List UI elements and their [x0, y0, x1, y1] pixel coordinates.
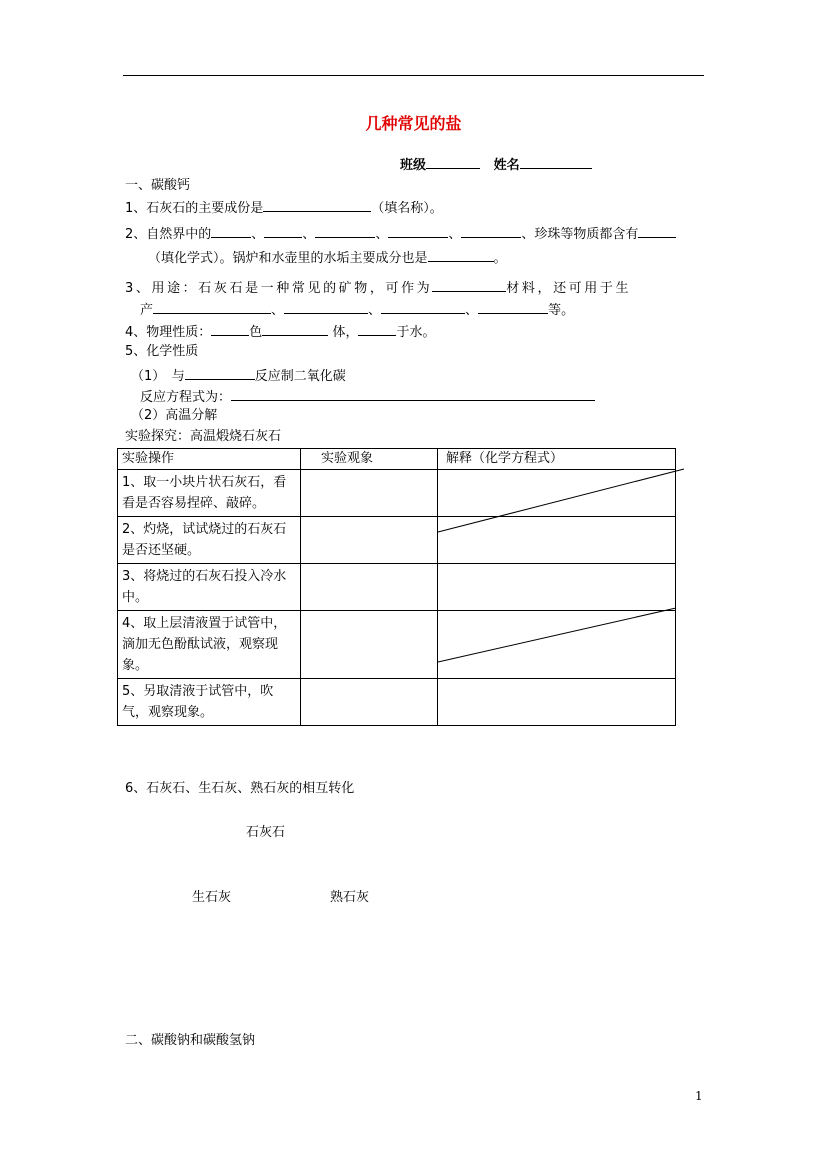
header-explanation: 解释（化学方程式） [438, 449, 676, 470]
observation-cell[interactable] [301, 611, 438, 679]
operation-cell: 5、另取清液于试管中，吹气，观察现象。 [118, 679, 301, 726]
quicklime-label: 生石灰 [192, 890, 232, 905]
operation-cell: 3、将烧过的石灰石投入冷水中。 [118, 564, 301, 611]
class-blank[interactable] [426, 155, 480, 169]
header-observation: 实验观象 [301, 449, 438, 470]
table-row [118, 470, 676, 517]
equation-line [140, 387, 595, 406]
class-label: 班级 [400, 158, 427, 173]
q5-1-suffix: 反应制二氧化碳 [254, 369, 346, 384]
page-title: 几种常见的盐 [365, 114, 462, 133]
question-5-heading: 5、化学性质 [125, 344, 199, 359]
q3-sep: 、 [368, 303, 382, 318]
q3-blank-1[interactable] [432, 278, 506, 292]
q1-text: 1、石灰石的主要成份是 [125, 201, 264, 216]
explanation-cell[interactable] [438, 470, 676, 517]
q3-blank-3[interactable] [284, 300, 368, 314]
q3-blank-2[interactable] [153, 300, 271, 314]
question-2 [125, 224, 676, 243]
q2-suffix: 。 [493, 251, 507, 266]
q5-1-blank[interactable] [185, 366, 255, 380]
table-header-row [118, 449, 676, 470]
q2-blank-5[interactable] [461, 224, 521, 238]
question-3-cont [140, 300, 574, 319]
equation-label: 反应方程式为： [140, 390, 232, 405]
operation-cell: 1、取一小块片状石灰石，看看是否容易捏碎、敲碎。 [118, 470, 301, 517]
page-number: 1 [695, 1089, 703, 1103]
q2-blank-1[interactable] [211, 224, 251, 238]
question-5-1 [131, 366, 346, 385]
q3-text: 3、用途：石灰石是一种常见的矿物，可作为 [125, 281, 433, 296]
q4-blank-3[interactable] [358, 322, 396, 336]
section1-heading: 一、碳酸钙 [125, 178, 191, 193]
q3-text-b: 材料，还可用于生 [506, 281, 632, 296]
q2-blank-3[interactable] [315, 224, 375, 238]
name-blank[interactable] [520, 155, 592, 169]
q3-blank-5[interactable] [478, 300, 548, 314]
q2-blank-7[interactable] [428, 248, 494, 262]
q2-sep: 、 [302, 227, 316, 242]
header-operation: 实验操作 [118, 449, 301, 470]
name-label: 姓名 [493, 158, 520, 173]
observation-cell[interactable] [301, 679, 438, 726]
q2-text-c: （填化学式）。锅炉和水壶里的水垢主要成分也是 [148, 251, 428, 266]
question-5-2: （2）高温分解 [131, 408, 218, 423]
section2-heading: 二、碳酸钠和碳酸氢钠 [125, 1033, 256, 1048]
q3-suffix: 等。 [548, 303, 575, 318]
explanation-cell[interactable] [438, 611, 676, 679]
limestone-label: 石灰石 [246, 825, 286, 840]
q3-sep: 、 [465, 303, 479, 318]
q3-sep: 、 [271, 303, 285, 318]
observation-cell[interactable] [301, 564, 438, 611]
q2-blank-6[interactable] [638, 224, 676, 238]
experiment-table [117, 448, 676, 726]
operation-cell: 2、灼烧，试试烧过的石灰石是否还坚硬。 [118, 517, 301, 564]
q1-blank[interactable] [263, 198, 371, 212]
q4-text: 4、物理性质： [125, 325, 212, 340]
observation-cell[interactable] [301, 517, 438, 564]
header-rule [123, 75, 704, 76]
observation-cell[interactable] [301, 470, 438, 517]
explanation-cell[interactable] [438, 517, 676, 564]
q2-sep: 、 [375, 227, 389, 242]
q4-suffix: 于水。 [396, 325, 436, 340]
question-4 [125, 322, 435, 341]
q4-text-b: 色 [249, 325, 263, 340]
q5-1-text: （1） 与 [131, 369, 185, 384]
q4-blank-1[interactable] [211, 322, 249, 336]
question-3 [125, 278, 631, 297]
experiment-title: 实验探究：高温煅烧石灰石 [125, 429, 282, 444]
explanation-cell[interactable] [438, 564, 676, 611]
table-row [118, 564, 676, 611]
question-2-cont [148, 248, 507, 267]
q1-suffix: （填名称）。 [371, 201, 443, 216]
equation-blank[interactable] [231, 387, 595, 401]
q2-blank-4[interactable] [388, 224, 448, 238]
question-1 [125, 198, 443, 217]
table-row [118, 517, 676, 564]
table-row [118, 611, 676, 679]
q4-blank-2[interactable] [262, 322, 328, 336]
q2-text-b: 、珍珠等物质都含有 [521, 227, 639, 242]
slaked-lime-label: 熟石灰 [330, 890, 370, 905]
q3-blank-4[interactable] [381, 300, 465, 314]
q2-blank-2[interactable] [264, 224, 302, 238]
question-6-heading: 6、石灰石、生石灰、熟石灰的相互转化 [125, 781, 355, 796]
explanation-cell[interactable] [438, 679, 676, 726]
q2-text: 2、自然界中的 [125, 227, 212, 242]
q2-sep: 、 [448, 227, 462, 242]
class-name-line [400, 155, 592, 174]
operation-cell: 4、取上层清液置于试管中，滴加无色酚酞试液，观察现象。 [118, 611, 301, 679]
table-row [118, 679, 676, 726]
q2-sep: 、 [251, 227, 265, 242]
q3-text-c: 产 [140, 303, 154, 318]
q4-text-c: 体， [332, 325, 359, 340]
